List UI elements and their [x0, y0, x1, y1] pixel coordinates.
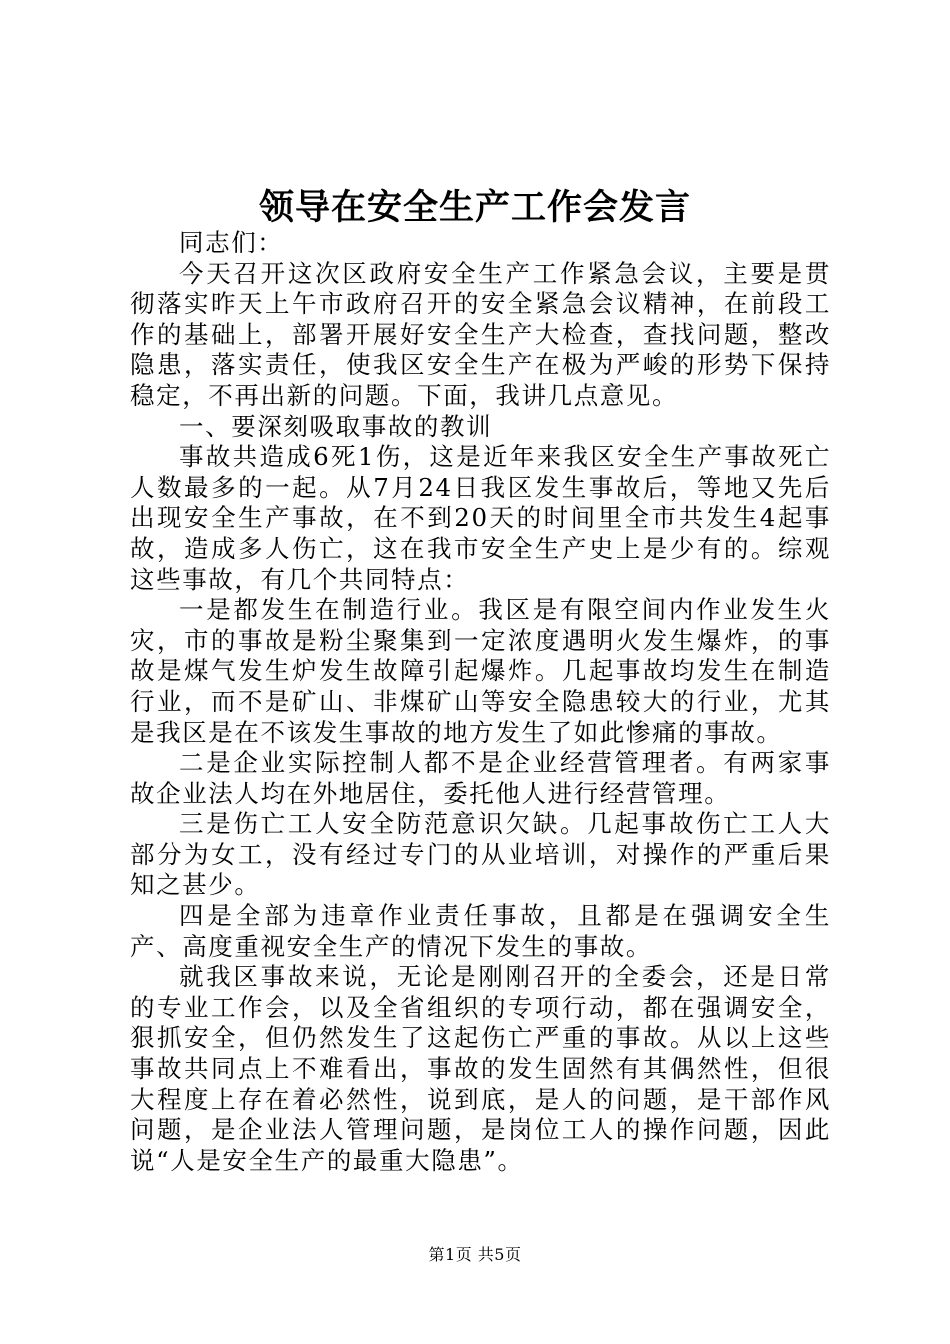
paragraph-point-4: 四是全部为违章作业责任事故，且都是在强调安全生产、高度重视安全生产的情况下发生的事故。 — [130, 901, 831, 961]
paragraph-accident-summary: 事故共造成6死1伤，这是近年来我区安全生产事故死亡人数最多的一起。从7月24日我区发生事故后，等地又先后出现安全生产事故，在不到20天的时间里全市共发生4起事故，造成多人伤亡，这在我市安全生产史上是少有的。综观这些事故，有几个共同特点： — [130, 442, 831, 594]
document-title: 领导在安全生产工作会发言 — [258, 187, 691, 228]
paragraph-salutation: 同志们： — [179, 228, 284, 257]
paragraph-point-1: 一是都发生在制造行业。我区是有限空间内作业发生火灾，市的事故是粉尘聚集到一定浓度遇明火发生爆炸，的事故是煤气发生炉发生故障引起爆炸。几起事故均发生在制造行业，而不是矿山、非煤矿山等安全隐患较大的行业，尤其是我区是在不该发生事故的地方发生了如此惨痛的事故。 — [130, 595, 831, 747]
paragraph-point-2: 二是企业实际控制人都不是企业经营管理者。有两家事故企业法人均在外地居住，委托他人进行经营管理。 — [130, 748, 831, 808]
document-body — [130, 228, 831, 1176]
section-heading-1: 一、要深刻吸取事故的教训 — [179, 411, 493, 441]
paragraph-intro: 今天召开这次区政府安全生产工作紧急会议，主要是贯彻落实昨天上午市政府召开的安全紧急会议精神，在前段工作的基础上，部署开展好安全生产大检查，查找问题，整改隐患，落实责任，使我区安全生产在极为严峻的形势下保持稳定，不再出新的问题。下面，我讲几点意见。 — [130, 258, 831, 410]
paragraph-point-3: 三是伤亡工人安全防范意识欠缺。几起事故伤亡工人大部分为女工，没有经过专门的从业培训，对操作的严重后果知之甚少。 — [130, 809, 831, 900]
paragraph-conclusion: 就我区事故来说，无论是刚刚召开的全委会，还是日常的专业工作会，以及全省组织的专项行动，都在强调安全，狠抓安全，但仍然发生了这起伤亡严重的事故。从以上这些事故共同点上不难看出，事故的发生固然有其偶然性，但很大程度上存在着必然性，说到底，是人的问题，是干部作风问题，是企业法人管理问题，是岗位工人的操作问题，因此说“人是安全生产的最重大隐患”。 — [130, 962, 831, 1175]
page-footer: 第1页 共5页 — [428, 1245, 522, 1264]
